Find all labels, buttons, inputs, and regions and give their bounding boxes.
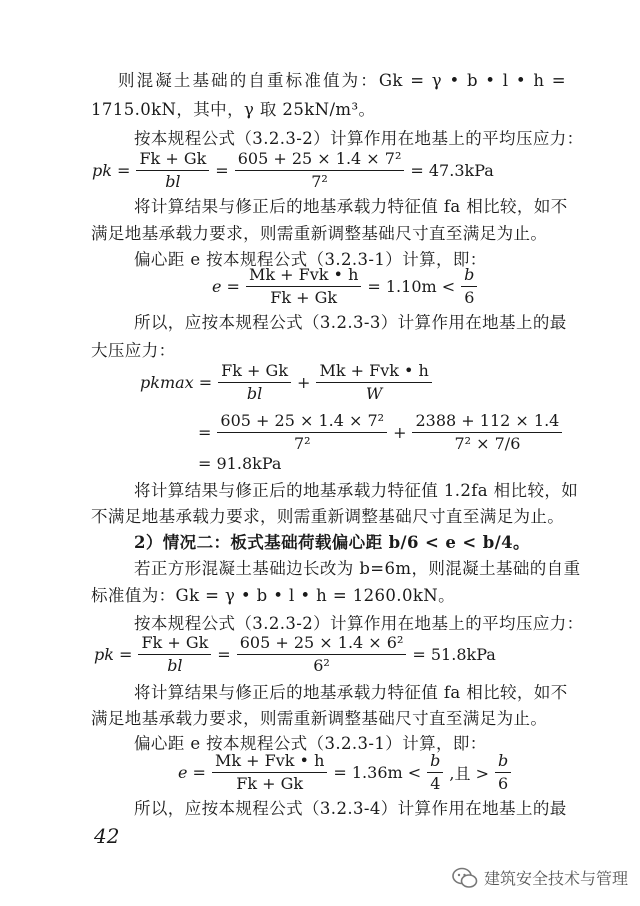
text-line: 满足地基承载力要求，则需重新调整基础尺寸直至满足为止。 (91, 709, 548, 728)
eq-symbol: pkmax = (140, 373, 213, 392)
text-line: 标准值为：Gk = γ • b • l • h = 1260.0kN。 (91, 586, 455, 605)
eq-result: = 91.8kPa (198, 454, 282, 473)
eq-numerator: b (495, 752, 511, 773)
text-line: 所以，应按本规程公式（3.2.3-4）计算作用在地基上的最 (134, 799, 567, 818)
eq-denominator: 7² × 7/6 (454, 434, 521, 453)
text-line: 大压应力： (91, 341, 176, 360)
equation-max-pressure-result (198, 454, 281, 473)
eq-numerator: Mk + Fvk • h (212, 752, 327, 773)
eq-denominator: Fk + Gk (270, 288, 338, 307)
eq-symbol: pk (92, 161, 112, 180)
eq-denominator: Fk + Gk (236, 774, 304, 793)
text-line: 不满足地基承载力要求，则需重新调整基础尺寸直至满足为止。 (91, 507, 565, 526)
eq-numerator: Mk + Fvk • h (316, 362, 431, 383)
eq-denominator: bl (167, 656, 183, 675)
text-line: 则混凝土基础的自重标准值为：Gk = γ • b • l • h = (118, 71, 566, 90)
eq-denominator: 6 (464, 288, 475, 307)
eq-result: = 51.8kPa (412, 645, 496, 664)
eq-denominator: 6² (313, 656, 330, 675)
equation-max-pressure-2: = $\frac{\text{605 + 25 × 1.4 × 7²}}{\text{7²}}$ + $\frac{2388 + 112 \times 1.4}{\text{7² × 7/6}}$ (198, 412, 568, 453)
eq-result: = 1.10m < (367, 277, 456, 296)
eq-symbol: e = (178, 763, 206, 782)
equation-average-pressure: pk = $\frac{Fk + Gk}{bl}$ = $\frac{\text{605 + 25 × 1.4 × 7²}}{\text{7²}}$ = 47.3kPa (92, 149, 494, 191)
section-heading: 2）情况二：板式基础荷载偏心距 b/6 < e < b/4。 (134, 533, 530, 552)
text-line: 所以，应按本规程公式（3.2.3-3）计算作用在地基上的最 (134, 313, 567, 332)
eq-numerator: Fk + Gk (138, 634, 211, 655)
text-line: 将计算结果与修正后的地基承载力特征值 fa 相比较，如不 (134, 683, 568, 702)
text-line: 将计算结果与修正后的地基承载力特征值 fa 相比较，如不 (134, 197, 568, 216)
eq-symbol: pk (94, 645, 114, 664)
text-line: 偏心距 e 按本规程公式（3.2.3-1）计算，即： (134, 734, 487, 753)
eq-numerator: 605 + 25 × 1.4 × 7² (235, 150, 405, 171)
eq-denominator: bl (165, 172, 181, 191)
eq-numerator: Fk + Gk (136, 150, 209, 171)
text-line: 按本规程公式（3.2.3-2）计算作用在地基上的平均压应力： (134, 129, 584, 148)
eq-numerator: Mk + Fvk • h (246, 266, 361, 287)
eq-result: = 47.3kPa (410, 161, 494, 180)
eq-denominator: 6 (498, 774, 509, 793)
text-line: 偏心距 e 按本规程公式（3.2.3-1）计算，即： (134, 250, 487, 269)
wechat-icon (452, 867, 478, 889)
eq-numerator: 2388 + 112 × 1.4 (412, 412, 562, 433)
eq-denominator: 7² (311, 172, 328, 191)
text-line: 满足地基承载力要求，则需重新调整基础尺寸直至满足为止。 (91, 224, 548, 243)
equation-eccentricity-2 (178, 752, 517, 793)
text-line: 若正方形混凝土基础边长改为 b=6m，则混凝土基础的自重 (134, 559, 581, 578)
eq-denominator: 7² (293, 434, 311, 453)
equation-average-pressure-2: pk = $\frac{Fk + Gk}{bl}$ = $\frac{\text{605 + 25 × 1.4 × 6²}}{\text{6²}}$ = 51.8kPa (94, 633, 496, 675)
eq-denominator: W (365, 384, 383, 403)
eq-numerator: 605 + 25 × 1.4 × 6² (237, 634, 407, 655)
eq-numerator: 605 + 25 × 1.4 × 7² (217, 412, 387, 433)
equation-eccentricity-1 (212, 266, 483, 307)
text-line: 1715.0kN，其中，γ 取 25kN/m³。 (91, 100, 376, 119)
eq-numerator: Fk + Gk (218, 362, 291, 383)
eq-result: = 1.36m < (333, 763, 422, 782)
eq-connector: ,且 > (449, 764, 489, 783)
eq-symbol: e = (212, 277, 240, 296)
eq-denominator: 4 (430, 774, 441, 793)
eq-denominator: bl (246, 384, 263, 403)
watermark-text: 建筑安全技术与管理 (483, 869, 628, 888)
text-line: 将计算结果与修正后的地基承载力特征值 1.2fa 相比较，如 (134, 481, 579, 500)
equation-max-pressure-1: pkmax = $\frac{Fk + Gk}{bl}$ + $\frac{\text{Mk + Fvk • h}}{W}$ (140, 362, 438, 403)
eq-numerator: b (427, 752, 443, 773)
eq-numerator: b (461, 266, 477, 287)
page-number: 42 (94, 824, 120, 848)
watermark (452, 866, 628, 889)
text-line: 按本规程公式（3.2.3-2）计算作用在地基上的平均压应力： (134, 614, 584, 633)
